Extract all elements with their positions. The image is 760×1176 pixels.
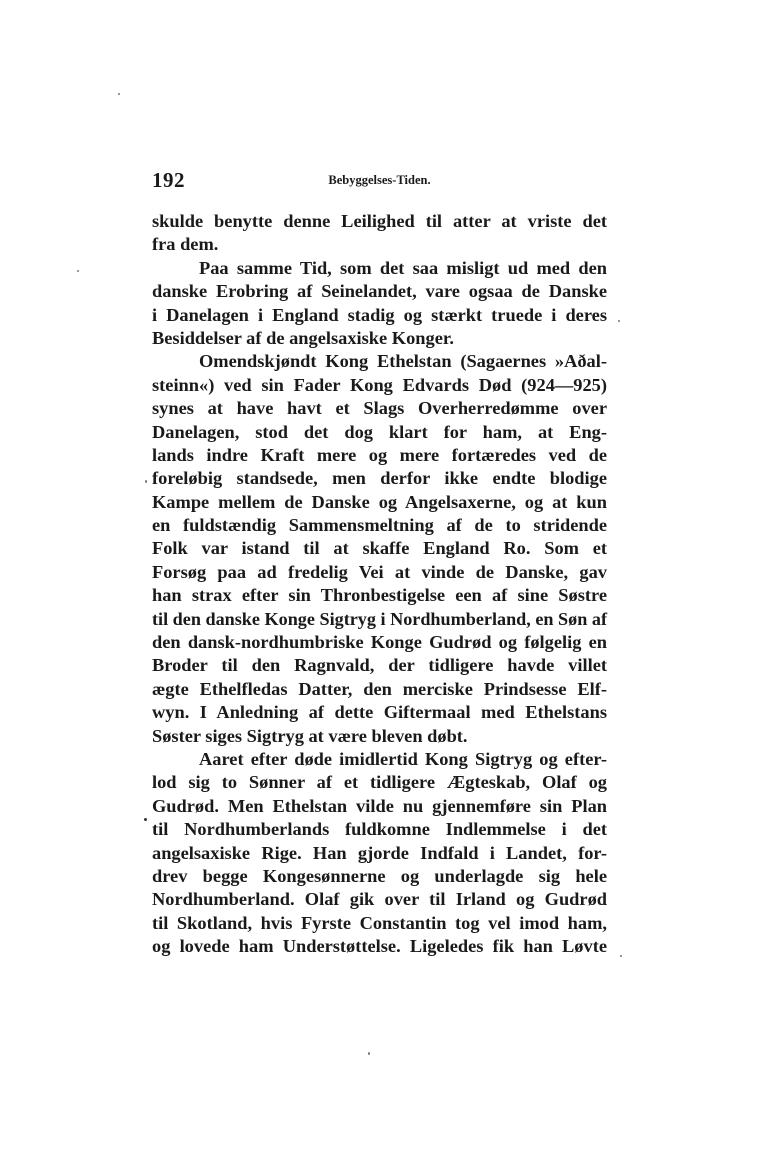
scan-speck bbox=[144, 818, 147, 821]
text-line: til Nordhumberlands fuldkomne Indlemmelse i det bbox=[152, 819, 607, 840]
text-line: Folk var istand til at skaffe England Ro. Som et bbox=[152, 538, 607, 559]
text-line: danske Erobring af Seinelandet, vare ogsaa de Danske bbox=[152, 281, 607, 302]
text-line: en fuldstændig Sammensmeltning af de to stridende bbox=[152, 515, 607, 536]
text-line: Søster siges Sigtryg at være bleven døbt. bbox=[152, 725, 468, 746]
text-line: lands indre Kraft mere og mere fortæredes ved de bbox=[152, 444, 607, 465]
text-line: han strax efter sin Thronbestigelse een af sine Søstre bbox=[152, 585, 607, 606]
text-line: Forsøg paa ad fredelig Vei at vinde de Danske, gav bbox=[152, 561, 607, 582]
page-header bbox=[152, 168, 607, 192]
text-line: steinn«) ved sin Fader Kong Edvards Død (924—925) bbox=[152, 374, 607, 395]
text-line: Besiddelser af de angelsaxiske Konger. bbox=[152, 327, 454, 348]
text-line: wyn. I Anledning af dette Giftermaal med Ethelstans bbox=[152, 702, 607, 723]
scan-speck bbox=[618, 320, 620, 322]
text-line: Broder til den Ragnvald, der tidligere havde villet bbox=[152, 655, 607, 676]
text-line: i Danelagen i England stadig og stærkt truede i deres bbox=[152, 304, 607, 325]
text-line: lod sig to Sønner af et tidligere Ægteskab, Olaf og bbox=[152, 772, 607, 793]
text-line: Kampe mellem de Danske og Angelsaxerne, og at kun bbox=[152, 491, 607, 512]
text-line: Nordhumberland. Olaf gik over til Irland og Gudrød bbox=[152, 889, 607, 910]
scan-speck bbox=[118, 93, 120, 95]
scan-speck bbox=[368, 1052, 370, 1055]
text-line: den dansk-nordhumbriske Konge Gudrød og følgelig en bbox=[152, 632, 607, 653]
text-line: til den danske Konge Sigtryg i Nordhumberland, en Søn af bbox=[152, 608, 607, 629]
text-line: drev begge Kongesønnerne og underlagde sig hele bbox=[152, 865, 607, 886]
scan-speck bbox=[77, 270, 79, 272]
text-line: Paa samme Tid, som det saa misligt ud med den bbox=[199, 257, 607, 278]
scan-speck bbox=[145, 480, 147, 483]
text-line: synes at have havt et Slags Overherredømme over bbox=[152, 398, 607, 419]
scan-speck bbox=[620, 955, 622, 957]
text-line: Gudrød. Men Ethelstan vilde nu gjennemføre sin Plan bbox=[152, 795, 607, 816]
text-line: fra dem. bbox=[152, 234, 219, 255]
text-line: Aaret efter døde imidlertid Kong Sigtryg og efter- bbox=[199, 748, 607, 769]
body-text bbox=[152, 210, 607, 959]
text-line: og lovede ham Understøttelse. Ligeledes fik han Løvte bbox=[152, 936, 607, 957]
text-line: skulde benytte denne Leilighed til atter at vriste det bbox=[152, 211, 607, 231]
text-line: Danelagen, stod det dog klart for ham, at Eng- bbox=[152, 421, 607, 442]
running-head: Bebyggelses-Tiden. bbox=[328, 173, 431, 187]
text-line: til Skotland, hvis Fyrste Constantin tog vel imod ham, bbox=[152, 912, 607, 933]
page-number: 192 bbox=[152, 168, 185, 192]
text-line: ægte Ethelfledas Datter, den merciske Prindsesse Elf- bbox=[152, 678, 607, 699]
text-line: Omendskjøndt Kong Ethelstan (Sagaernes »Aðal- bbox=[199, 351, 607, 372]
text-line: angelsaxiske Rige. Han gjorde Indfald i Landet, for- bbox=[152, 842, 607, 863]
text-line: foreløbig standsede, men derfor ikke endte blodige bbox=[152, 468, 607, 489]
